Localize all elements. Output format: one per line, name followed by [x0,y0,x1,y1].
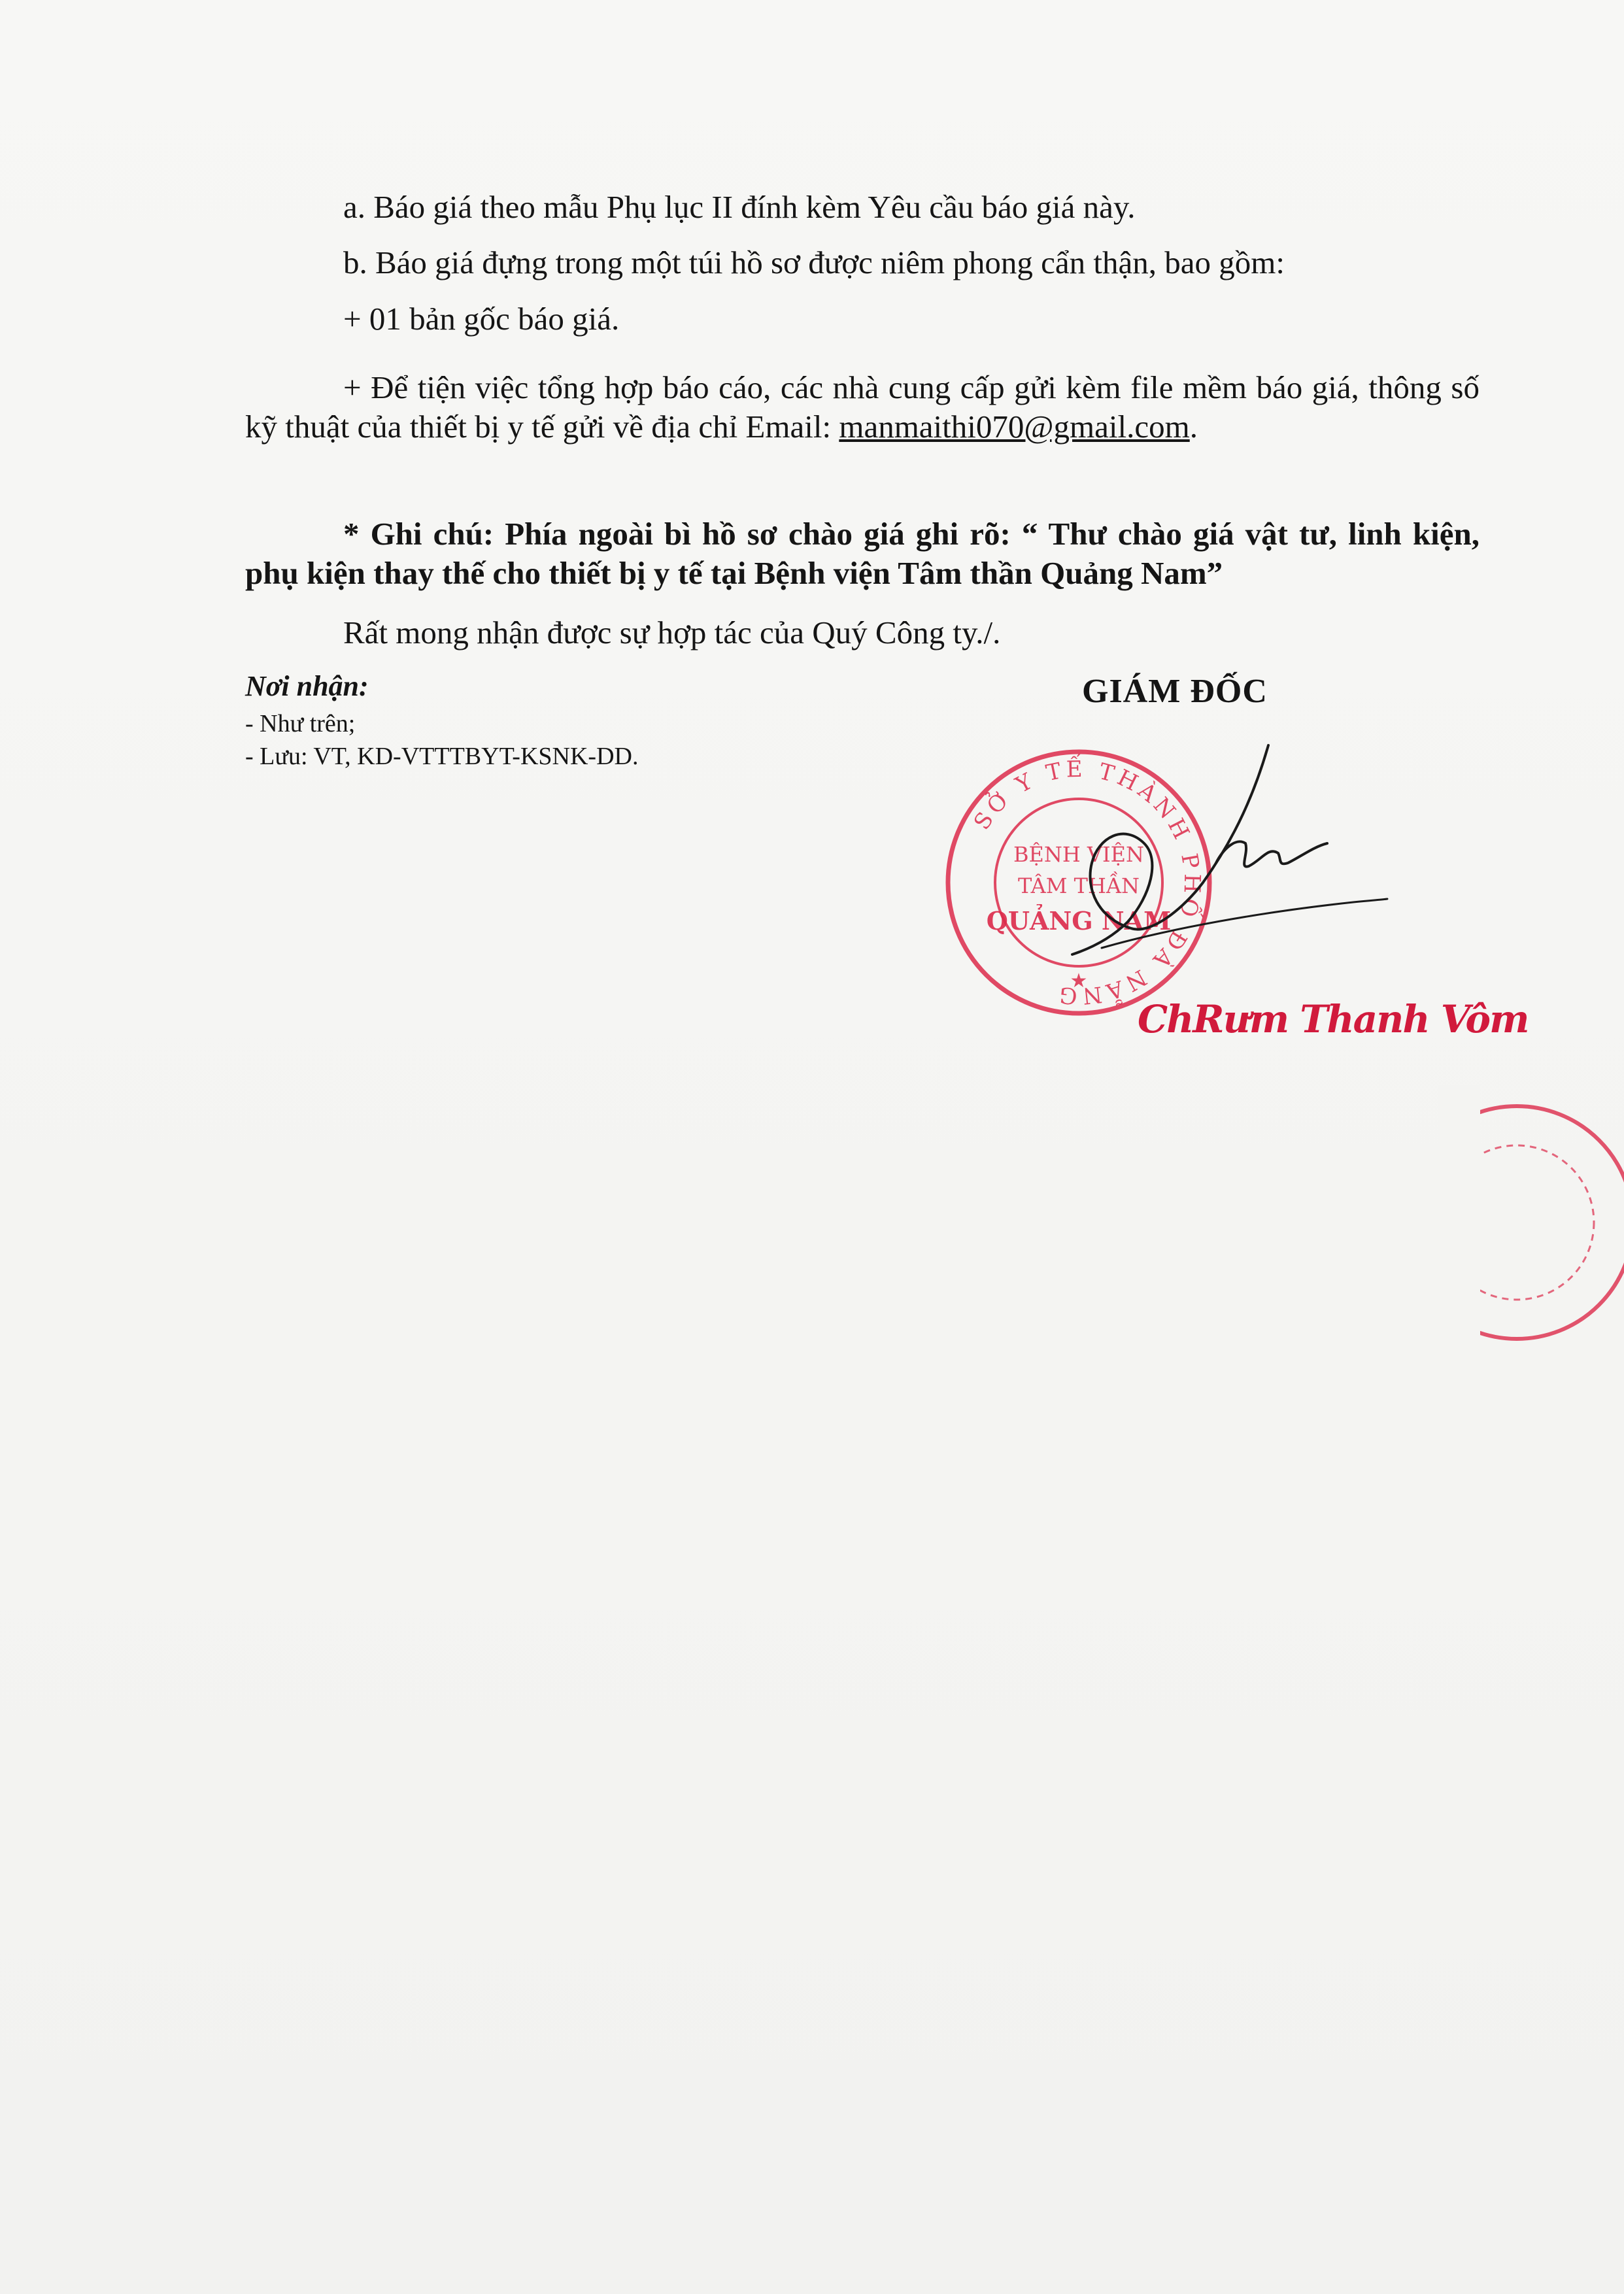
recipient-item: - Lưu: VT, KD-VTTTBYT-KSNK-DD. [245,743,639,770]
stamp-line-2: TÂM THẦN [1018,873,1140,898]
closing-paragraph: Rất mong nhận được sự hợp tác của Quý Công ty./. [343,615,1001,650]
email-suffix: . [1189,409,1198,445]
note-paragraph: * Ghi chú: Phía ngoài bì hồ sơ chào giá ghi rõ: “ Thư chào giá vật tư, linh kiện, phụ kiện thay thế cho thiết bị y tế tại Bệnh viện Tâm thần Quảng Nam” [245,516,1480,591]
paragraph-b: b. Báo giá đựng trong một túi hồ sơ được niêm phong cẩn thận, bao gồm: [343,245,1285,280]
star-icon: ★ [1070,970,1088,992]
list-item-soft-file [245,368,1480,447]
stamp-line-3: QUẢNG NAM [986,906,1172,936]
recipients-title: Nơi nhận: [245,670,369,702]
email-link[interactable]: manmaithi070@gmail.com [839,409,1190,445]
signer-name: ChRưm Thanh Vôm [1138,997,1529,1041]
handwritten-signature [987,739,1393,987]
partial-stamp-imprint [1438,1085,1624,1360]
paragraph-a: a. Báo giá theo mẫu Phụ lục II đính kèm Yêu cầu báo giá này. [343,189,1136,225]
recipient-item: - Như trên; [245,710,356,737]
stamp-line-1: BỆNH VIỆN [1013,842,1145,867]
list-item-original-copy: + 01 bản gốc báo giá. [343,301,620,337]
stamp-outer-text: SỞ Y TẾ THÀNH PHỐ ĐÀ NẴNG [968,756,1206,1009]
signature-title: GIÁM ĐỐC [1082,673,1268,710]
soft-file-text: + Để tiện việc tổng hợp báo cáo, các nhà cung cấp gửi kèm file mềm báo giá, thông số kỹ thuật của thiết bị y tế gửi về địa chỉ Email: [245,369,1480,445]
